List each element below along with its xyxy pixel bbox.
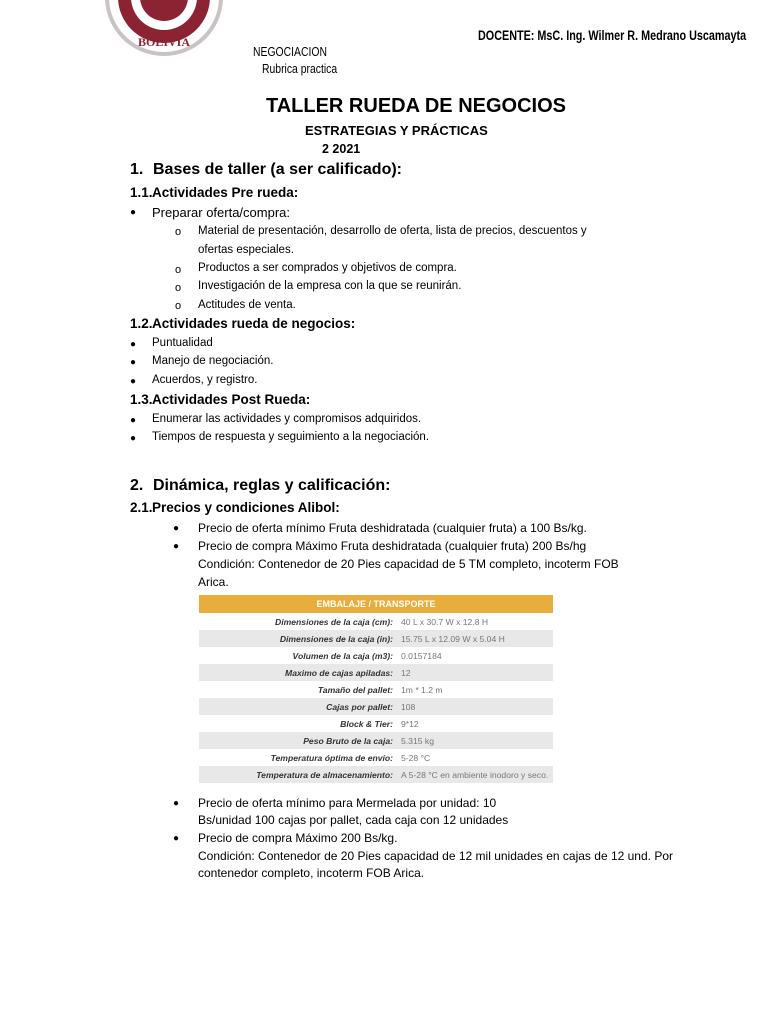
section2-1-number: 2.1.	[130, 500, 153, 515]
bullet-icon: ●	[130, 415, 137, 426]
pre-rueda-item: Material de presentación, desarrollo de oferta, lista de precios, descuentos y	[198, 225, 587, 237]
spec-key: Tamaño del pallet:	[317, 684, 393, 695]
page-title: TALLER RUEDA DE NEGOCIOS	[265, 95, 566, 117]
table-row	[199, 766, 553, 783]
circle-bullet-icon: o	[175, 282, 182, 294]
pre-rueda-item: ofertas especiales.	[198, 244, 294, 256]
price-item: contenedor completo, incoterm FOB Arica.	[198, 866, 425, 880]
spec-value: A 5-28 °C en ambiente inodoro y seco.	[397, 766, 553, 783]
bullet-icon: ●	[130, 433, 137, 444]
pre-rueda-item: Productos a ser comprados y objetivos de compra.	[198, 262, 457, 274]
spec-table	[199, 613, 553, 783]
spec-key: Maximo de cajas apiladas:	[199, 664, 397, 681]
price-item: Precio de compra Máximo Fruta deshidratada (cualquier fruta) 200 Bs/hg	[198, 539, 587, 553]
spec-key: Peso Bruto de la caja:	[199, 732, 397, 749]
bullet-icon: ●	[130, 376, 137, 387]
spec-key: Temperatura óptima de envío:	[270, 752, 393, 763]
circle-bullet-icon: o	[175, 226, 182, 238]
spec-value: 0.0157184	[401, 650, 442, 661]
table-row	[199, 664, 553, 681]
section1-3-heading: Actividades Post Rueda:	[152, 392, 311, 407]
rueda-item: Acuerdos, y registro.	[152, 374, 258, 386]
section1-1-number: 1.1.	[130, 185, 153, 200]
price-item: Bs/unidad 100 cajas por pallet, cada caja con 12 unidades	[198, 813, 509, 827]
spec-value: 5.315 kg	[397, 732, 553, 749]
spec-value: 40 L x 30.7 W x 12.8 H	[401, 616, 489, 627]
rueda-item: Puntualidad	[152, 337, 213, 349]
bullet-icon: ●	[173, 523, 180, 534]
bullet-icon: ●	[173, 833, 180, 844]
table-row	[199, 698, 553, 715]
rueda-item: Manejo de negociación.	[152, 355, 274, 367]
course-name: NEGOCIACION	[253, 44, 327, 59]
table-row	[199, 715, 553, 732]
table-row	[199, 647, 553, 664]
spec-key: Temperatura de almacenamiento:	[199, 766, 397, 783]
spec-value: 15.75 L x 12.09 W x 5.04 H	[397, 630, 553, 647]
price-item: Arica.	[198, 575, 229, 589]
table-row	[199, 613, 553, 630]
spec-value: 9*12	[401, 718, 419, 729]
spec-value: 5-28 °C	[401, 752, 431, 763]
bullet-icon: ●	[173, 541, 180, 552]
section2-1-heading: Precios y condiciones Alibol:	[152, 500, 340, 515]
pre-rueda-item: Actitudes de venta.	[198, 299, 296, 311]
spec-table-header: EMBALAJE / TRANSPORTE	[199, 595, 553, 613]
section2-heading: Dinámica, reglas y calificación:	[153, 477, 391, 494]
table-row	[199, 681, 553, 698]
price-item: Precio de oferta mínimo Fruta deshidratada (cualquier fruta) a 100 Bs/kg.	[198, 521, 587, 535]
table-row	[199, 630, 553, 647]
bullet-icon: ●	[130, 339, 137, 350]
price-item: Precio de oferta mínimo para Mermelada por unidad: 10	[198, 796, 497, 810]
circle-bullet-icon: o	[175, 300, 182, 312]
pre-rueda-bullet: Preparar oferta/compra:	[152, 205, 291, 220]
section1-3-number: 1.3.	[130, 392, 153, 407]
spec-key: Dimensiones de la caja (cm):	[275, 616, 393, 627]
section1-2-heading: Actividades rueda de negocios:	[152, 316, 356, 331]
price-item: Condición: Contenedor de 20 Pies capacidad de 5 TM completo, incoterm FOB	[198, 557, 619, 571]
spec-value: 1m * 1.2 m	[401, 684, 443, 695]
spec-key: Cajas por pallet:	[199, 698, 397, 715]
bullet-icon: ●	[130, 357, 137, 368]
post-rueda-item: Tiempos de respuesta y seguimiento a la negociación.	[152, 431, 430, 443]
section1-heading: Bases de taller (a ser calificado):	[153, 161, 402, 178]
table-row	[199, 749, 553, 766]
document-type: Rubrica practica	[262, 61, 338, 76]
spec-key: Dimensiones de la caja (in):	[199, 630, 397, 647]
spec-value: 108	[397, 698, 553, 715]
section1-2-number: 1.2.	[130, 316, 153, 331]
section1-1-heading: Actividades Pre rueda:	[152, 185, 299, 200]
pre-rueda-item: Investigación de la empresa con la que se reunirán.	[198, 280, 462, 292]
bullet-icon: ●	[130, 207, 137, 218]
section1-number: 1.	[130, 161, 144, 178]
bullet-icon: ●	[173, 798, 180, 809]
section2-number: 2.	[130, 477, 144, 494]
table-row	[199, 732, 553, 749]
price-item: Precio de compra Máximo 200 Bs/kg.	[198, 831, 398, 845]
university-seal-logo	[105, 0, 223, 56]
post-rueda-item: Enumerar las actividades y compromisos adquiridos.	[152, 413, 422, 425]
price-item: Condición: Contenedor de 20 Pies capacidad de 12 mil unidades en cajas de 12 und. Por	[198, 849, 673, 863]
teacher-name: DOCENTE: MsC. Ing. Wilmer R. Medrano Uscamayta	[478, 28, 747, 43]
spec-key: Volumen de la caja (m3):	[292, 650, 393, 661]
page-year: 2 2021	[322, 142, 361, 156]
spec-key: Block & Tier:	[340, 718, 393, 729]
circle-bullet-icon: o	[175, 264, 182, 276]
page-subtitle: ESTRATEGIAS Y PRÁCTICAS	[305, 123, 488, 138]
logo-text: BOLIVIA	[137, 35, 191, 49]
spec-value: 12	[397, 664, 553, 681]
